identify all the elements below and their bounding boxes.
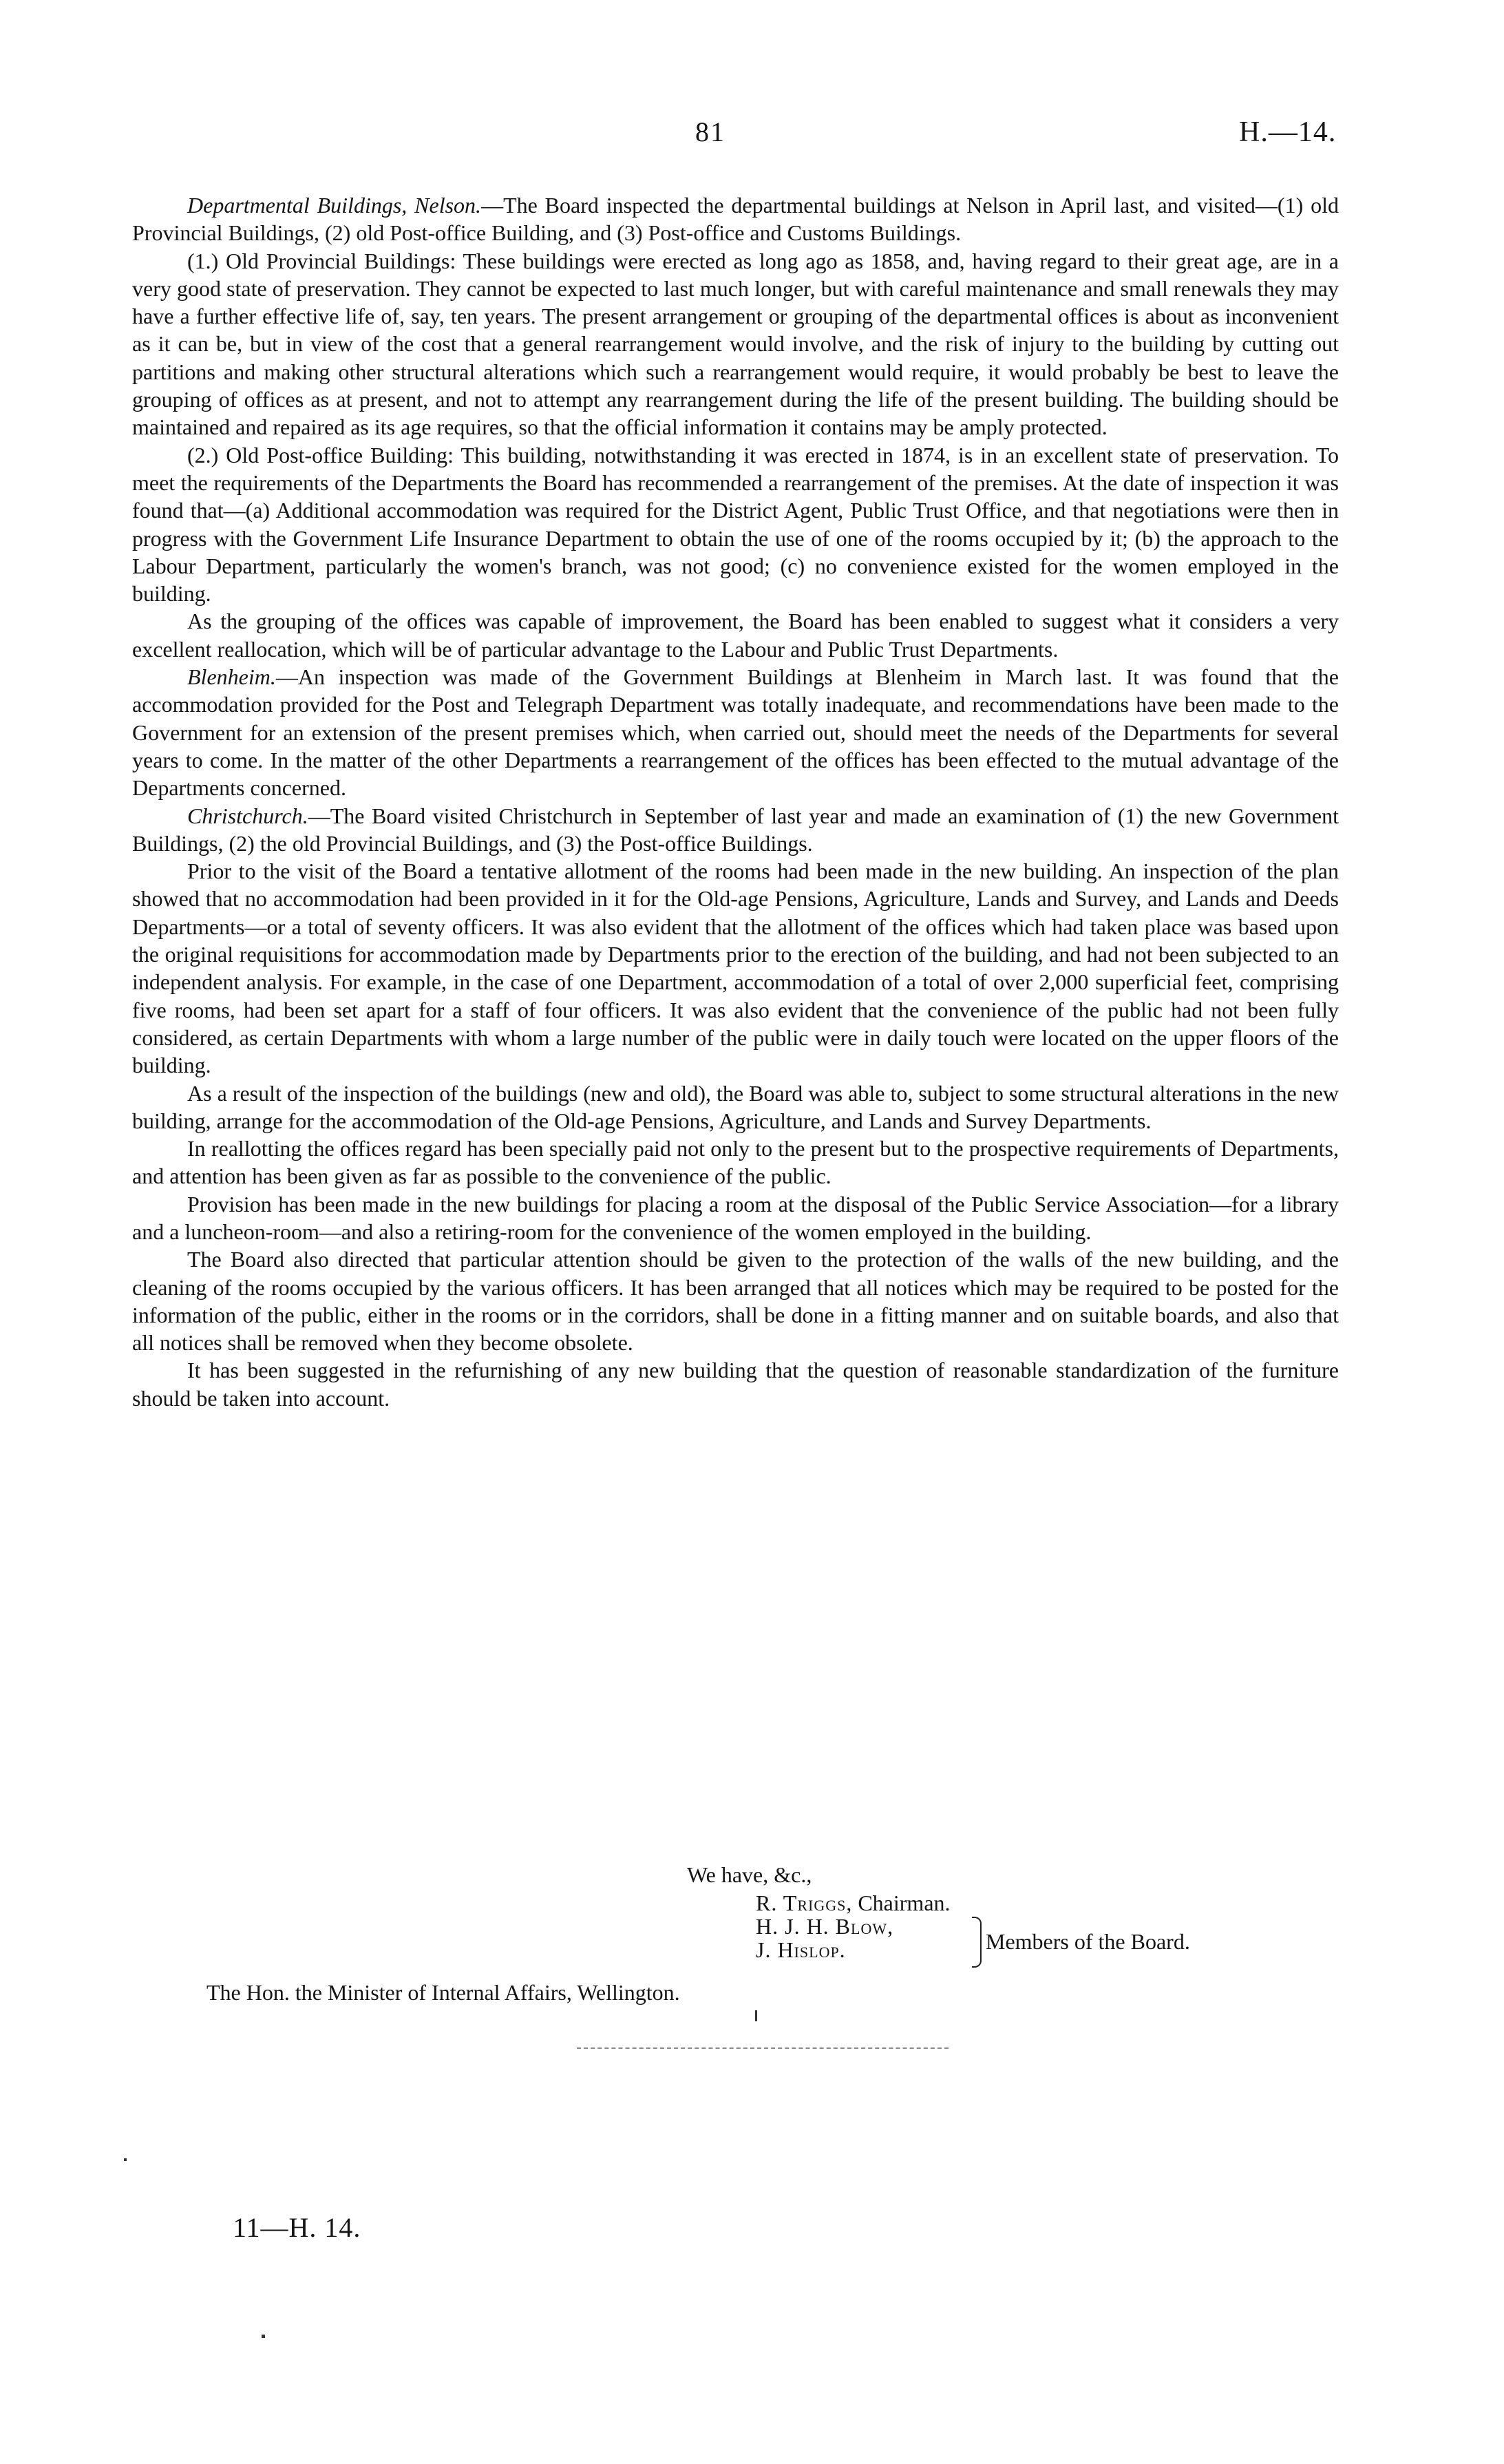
page-number: 81 xyxy=(695,116,725,147)
footer-sheet-reference: 11—H. 14. xyxy=(233,2212,361,2243)
christchurch-paragraph-result: As a result of the inspection of the buildings (new and old), the Board was able to, subject to some structural alterations in the new building, arrange for the accommodation of the Old-age Pensions, Agriculture, and Lands and Survey Departments. xyxy=(132,1080,1339,1133)
nelson-paragraph-provincial: (1.) Old Provincial Buildings: These buildings were erected as long ago as 1858, and, having regard to their great age, are in a very good state of preservation. They cannot be expected to last much longer, but with careful maintenance and small renewals they may have a further effective life of, say, ten years. The present arrangement or grouping of the departmental offices is about as inconvenient as it can be, but in view of the cost that a general rearrangement would involve, and the risk of injury to the building by cutting out partitions and making other structural alterations which such a rearrangement would require, it would probably be best to leave the grouping of offices as at present, and not to attempt any rearrangement during the life of the present building. The building should be maintained and repaired as its age requires, so that the official information it contains may be amply protected. xyxy=(132,248,1339,440)
stray-mark xyxy=(262,2335,265,2338)
christchurch-heading: Christchurch. xyxy=(187,803,308,828)
member-blow: H. J. H. Blow, xyxy=(756,1914,894,1939)
blenheim-paragraph xyxy=(132,663,1339,801)
nelson-paragraph-reallocation: As the grouping of the offices was capable of improvement, the Board has been enabled to suggest what it considers a very excellent reallocation, which will be of particular advantage to the Labour and Public Trust Departments. xyxy=(132,609,1339,662)
document-reference: H.—14. xyxy=(1239,116,1337,148)
christchurch-paragraph-reallotting: In reallotting the offices regard has been specially paid not only to the present but to the prospective requirements of Departments, and attention has been given as far as possible to the convenience of the public. xyxy=(132,1136,1339,1189)
closing-salutation: We have, &c., xyxy=(687,1862,812,1887)
stray-mark xyxy=(124,2158,127,2161)
blenheim-heading: Blenheim. xyxy=(187,664,276,690)
christchurch-paragraph-furniture: It has been suggested in the refurnishing of any new building that the question of reasonable standardization of the furniture should be taken into account. xyxy=(132,1358,1339,1411)
christchurch-intro-paragraph xyxy=(132,802,1339,858)
members-of-board-label: Members of the Board. xyxy=(986,1929,1190,1954)
members-brace xyxy=(972,1917,982,1968)
christchurch-paragraph-provision: Provision has been made in the new buildings for placing a room at the disposal of the Public Service Association—for a library and a luncheon-room—and also a retiring-room for the convenience of the women employed in the building. xyxy=(132,1191,1339,1244)
addressee-line: The Hon. the Minister of Internal Affairs, Wellington. xyxy=(206,1980,680,2005)
report-body xyxy=(132,191,1339,1412)
nelson-intro-text: —The Board inspected the departmental buildings at Nelson in April last, and visited—(1) old Provincial Buildings, (2) old Post-office Building, and (3) Post-office and Customs Buildings. xyxy=(132,193,1339,246)
member-hislop: J. Hislop. xyxy=(756,1937,846,1962)
christchurch-paragraph-allotment: Prior to the visit of the Board a tentative allotment of the rooms had been made in the new building. An inspection of the plan showed that no accommodation had been provided in it for the Old-age Pensions, Agriculture, Lands and Survey, and Lands and Deeds Departments—or a total of seventy officers. It was also evident that the allotment of the offices which had taken place was based upon the original requisitions for accommodation made by Departments prior to the erection of the building, and had not been subjected to an independent analysis. For example, in the case of one Department, accommodation of a total of over 2,000 superficial feet, comprising five rooms, had been set apart for a staff of four officers. It was also evident that the convenience of the public had not been fully considered, as certain Departments with whom a large number of the public were in daily touch were located on the upper floors of the building. xyxy=(132,859,1339,1078)
nelson-heading: Departmental Buildings, Nelson. xyxy=(187,193,482,218)
stray-mark xyxy=(755,2010,757,2021)
nelson-paragraph-post-office: (2.) Old Post-office Building: This building, notwithstanding it was erected in 1874, is in an excellent state of preservation. To meet the requirements of the Departments the Board has recommended a rearrangement of the premises. At the date of inspection it was found that—(a) Additional accommodation was required for the District Agent, Public Trust Office, and that negotiations were then in progress with the Government Life Insurance Department to obtain the use of one of the rooms occupied by it; (b) the approach to the Labour Department, particularly the women's branch, was not good; (c) no convenience existed for the women employed in the building. xyxy=(132,442,1339,607)
christchurch-paragraph-notices: The Board also directed that particular attention should be given to the protection of the walls of the new building, and the cleaning of the rooms occupied by the various officers. It has been arranged that all notices which may be required to be posted for the information of the public, either in the rooms or in the corridors, shall be done in a fitting manner and on suitable boards, and also that all notices shall be removed when they become obsolete. xyxy=(132,1247,1339,1356)
blenheim-text: —An inspection was made of the Government Buildings at Blenheim in March last. It was found that the accommodation provided for the Post and Telegraph Department was totally inadequate, and recommendations have been made to the Government for an extension of the present premises which, when carried out, should meet the needs of the Departments for several years to come. In the matter of the other Departments a rearrangement of the offices has been effected to the mutual advantage of the Departments concerned. xyxy=(132,664,1339,801)
chairman-title: Chairman. xyxy=(858,1891,951,1915)
christchurch-intro-text: —The Board visited Christchurch in September of last year and made an examination of (1) the new Government Buildings, (2) the old Provincial Buildings, and (3) the Post-office Buildings. xyxy=(132,803,1339,856)
chairman-name: R. Triggs, xyxy=(756,1891,853,1915)
nelson-intro-paragraph xyxy=(132,191,1339,247)
closing-divider xyxy=(577,2047,949,2049)
